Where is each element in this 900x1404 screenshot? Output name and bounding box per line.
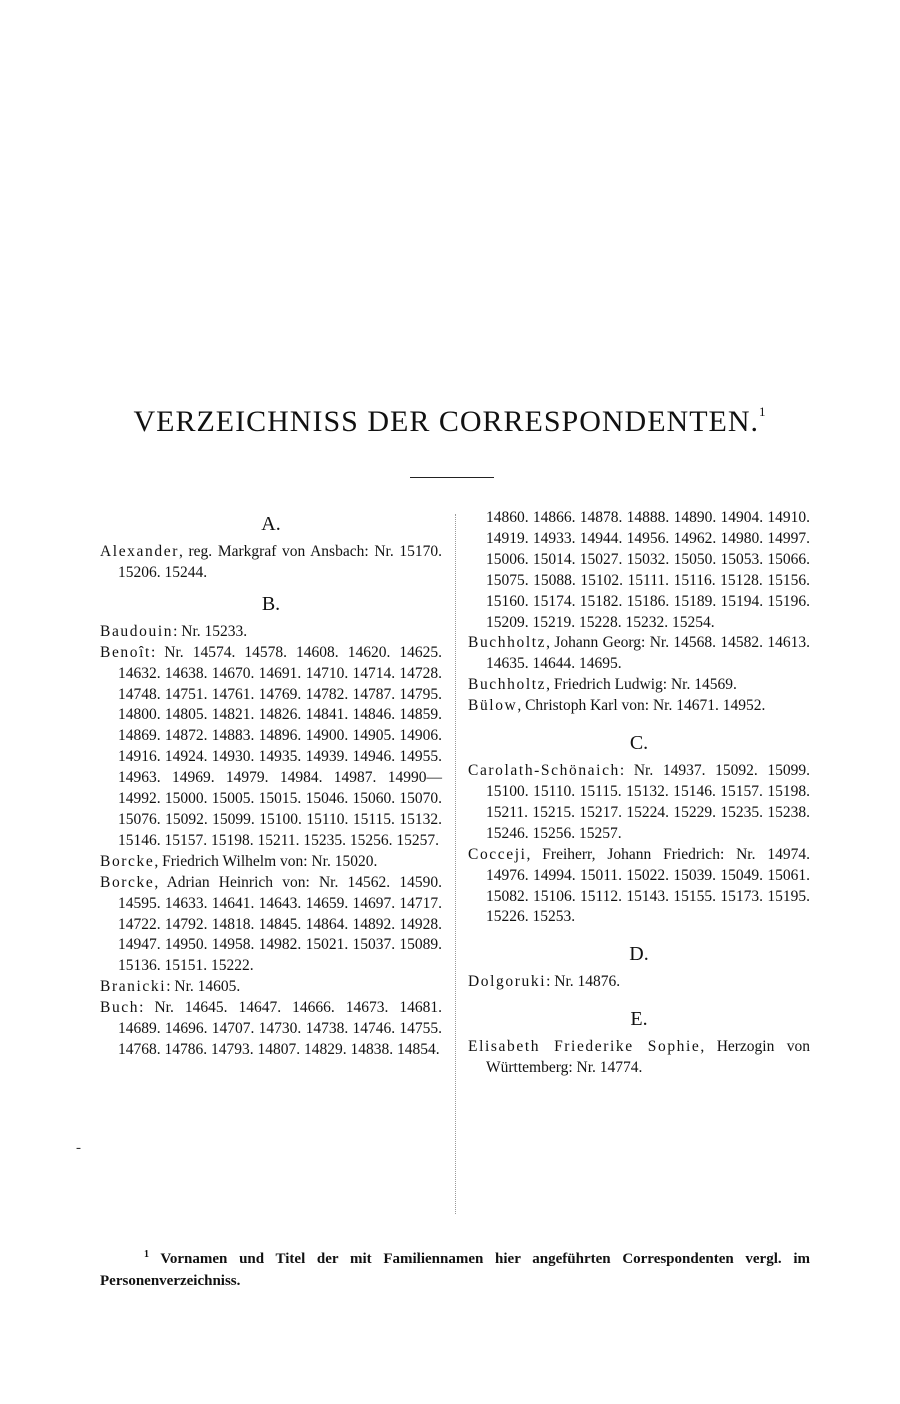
entry-cocceji bbox=[468, 845, 810, 929]
entry-text: : Nr. 14645. 14647. 14666. 14673. 14681. 14689. 14696. 14707. 14730. 14738. 14746. 14755. 14768. 14786. 14793. 14807. 14829. 14838. 14854. bbox=[118, 999, 442, 1058]
footnote-body bbox=[100, 1244, 810, 1292]
entry-text: , Freiherr, Johann Friedrich: Nr. 14974. 14976. 14994. 15011. 15022. 15039. 15049. 15061. 15082. 15106. 15112. 15143. 15155. 15173. 15195. 15226. 15253. bbox=[486, 845, 810, 926]
entry-name: Borcke bbox=[100, 852, 155, 870]
entry-name: Branicki bbox=[100, 978, 167, 996]
entry-text: , Herzogin von Württemberg: Nr. 14774. bbox=[486, 1038, 810, 1077]
entry-text: : Nr. 14937. 15092. 15099. 15100. 15110. 15115. 15132. 15146. 15157. 15198. 15211. 15215. 15217. 15224. 15229. 15235. 15238. 15246. 15256. 15257. bbox=[486, 762, 810, 842]
entry-name: Carolath-Schönaich bbox=[468, 762, 620, 780]
entry-name: Cocceji bbox=[468, 845, 527, 863]
page-title bbox=[0, 405, 900, 439]
section-letter-c: C. bbox=[629, 732, 649, 755]
entry-buch-continued: 14860. 14866. 14878. 14888. 14890. 14904. 14910. 14919. 14933. 14944. 14956. 14962. 14980. 14997. 15006. 15014. 15027. 15032. 15050. 15053. 15066. 15075. 15088. 15102. 15111. 15116. 15128. 15156. 15160. 15174. 15182. 15186. 15189. 15194. 15196. 15209. 15219. 15228. 15232. 15254. bbox=[486, 509, 810, 631]
footnote-mark: 1 bbox=[144, 1249, 149, 1260]
entry-text: : Nr. 14605. bbox=[166, 978, 241, 996]
entry-alexander bbox=[100, 542, 442, 584]
entry-name: Borcke bbox=[100, 873, 155, 891]
entry-name: Elisabeth Friederike Sophie bbox=[468, 1038, 701, 1056]
entry-name: Benoît bbox=[100, 643, 151, 661]
entry-name: Alexander bbox=[100, 543, 179, 560]
entry-buchholtz-friedrich-ludwig bbox=[468, 675, 810, 696]
entry-carolath-schonaich bbox=[468, 761, 810, 845]
entry-buch bbox=[100, 998, 442, 1061]
margin-mark: - bbox=[76, 1140, 81, 1156]
entry-name: Bülow bbox=[468, 697, 518, 715]
entry-name: Buchholtz bbox=[468, 634, 547, 652]
entry-text: , Johann Georg: Nr. 14568. 14582. 14613. 14635. 14644. 14695. bbox=[486, 634, 810, 673]
entry-elisabeth-friederike-sophie bbox=[468, 1037, 810, 1079]
entry-branicki bbox=[100, 977, 442, 998]
column-divider bbox=[455, 514, 456, 1214]
entry-text: , Adrian Heinrich von: Nr. 14562. 14590. 14595. 14633. 14641. 14643. 14659. 14697. 14717. 14722. 14792. 14818. 14845. 14864. 14892. 14928. 14947. 14950. 14958. 14982. 15021. 15037. 15089. 15136. 15151. 15222. bbox=[118, 873, 442, 975]
entry-baudouin bbox=[100, 622, 442, 643]
entry-text: , Friedrich Wilhelm von: Nr. 15020. bbox=[154, 852, 378, 870]
title-footnote-mark: 1 bbox=[759, 404, 767, 419]
entry-text: , Christoph Karl von: Nr. 14671. 14952. bbox=[517, 697, 766, 715]
entry-bulow bbox=[468, 696, 810, 717]
footnote bbox=[100, 1244, 810, 1292]
entry-text: : Nr. 15233. bbox=[173, 622, 248, 640]
entry-name: Baudouin bbox=[100, 622, 174, 640]
section-letter-a: A. bbox=[261, 513, 281, 535]
entry-text: , Friedrich Ludwig: Nr. 14569. bbox=[546, 676, 737, 694]
section-letter-b: B. bbox=[261, 592, 281, 615]
entry-name: Buch bbox=[100, 999, 140, 1017]
page-title-text: VERZEICHNISS DER CORRESPONDENTEN. bbox=[133, 405, 760, 438]
entry-text: , reg. Markgraf von Ansbach: Nr. 15170. 15206. 15244. bbox=[118, 543, 442, 581]
entry-text: : Nr. 14574. 14578. 14608. 14620. 14625. 14632. 14638. 14670. 14691. 14710. 14714. 14728. 14748. 14751. 14761. 14769. 14782. 14787. 14795. 14800. 14805. 14821. 14826. 14841. 14846. 14859. 14869. 14872. 14883. 14896. 14900. 14905. 14906. 14916. 14924. 14930. 14935. 14939. 14946. 14955. 14963. 14969. 14979. 14984. 14987. 14990—14992. 15000. 15005. 15015. 15046. 15060. 15070. 15076. 15092. 15099. 15100. 15110. 15115. 15132. 15146. 15157. 15198. 15211. 15235. 15256. 15257. bbox=[118, 643, 442, 849]
entry-buchholtz-johann-georg bbox=[468, 633, 810, 675]
entry-name: Buchholtz bbox=[468, 676, 547, 694]
footnote-text: Vornamen und Titel der mit Familiennamen hier angeführten Correspondenten vergl. im Personenverzeichniss. bbox=[100, 1251, 810, 1289]
entry-name: Dolgoruki bbox=[468, 973, 547, 991]
entry-borcke-adrian-heinrich bbox=[100, 873, 442, 978]
title-rule bbox=[410, 477, 494, 478]
section-letter-e: E. bbox=[630, 1008, 648, 1031]
entry-benoit bbox=[100, 643, 442, 852]
entry-dolgoruki bbox=[468, 972, 810, 993]
right-column bbox=[468, 508, 810, 1079]
entry-text: : Nr. 14876. bbox=[546, 973, 621, 991]
entry-borcke-friedrich-wilhelm bbox=[100, 852, 442, 873]
left-column bbox=[100, 508, 442, 1061]
section-letter-d: D. bbox=[629, 943, 649, 966]
